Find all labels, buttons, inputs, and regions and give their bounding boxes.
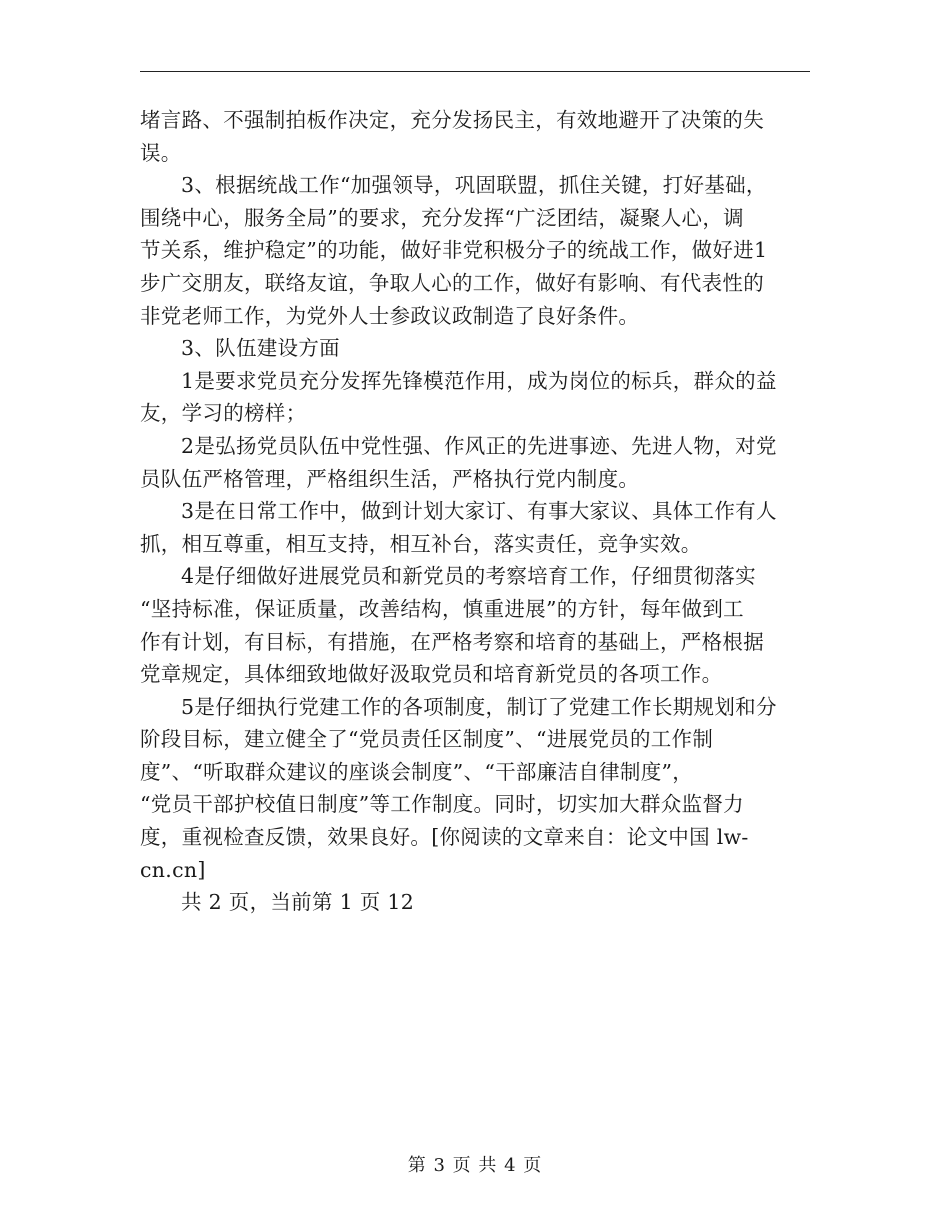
text-line: 度，重视检查反馈，效果良好。[你阅读的文章来自：论文中国 lw- [140, 825, 749, 850]
text-line: 友，学习的榜样； [140, 401, 307, 426]
text-line: 1是要求党员充分发挥先锋模范作用，成为岗位的标兵，群众的益 [181, 368, 777, 393]
text-line: “党员干部护校值日制度”等工作制度。同时，切实加大群众监督力 [140, 792, 744, 817]
text-line: 作有计划，有目标，有措施，在严格考察和培育的基础上，严格根据 [140, 629, 764, 654]
text-line: 员队伍严格管理，严格组织生活，严格执行党内制度。 [140, 466, 640, 491]
text-line: 4是仔细做好进展党员和新党员的考察培育工作，仔细贯彻落实 [181, 564, 756, 589]
text-line: 3是在日常工作中，做到计划大家订、有事大家议、具体工作有人 [181, 499, 777, 524]
text-line: 围绕中心，服务全局”的要求，充分发挥“广泛团结，凝聚人心，调 [140, 205, 744, 230]
text-line: 度”、“听取群众建议的座谈会制度”、“干部廉洁自律制度”， [140, 759, 694, 784]
pagination-note: 共 2 页，当前第 1 页 12 [181, 890, 415, 915]
text-line: 堵言路、不强制拍板作决定，充分发扬民主，有效地避开了决策的失 [140, 108, 764, 132]
section-heading: 3、队伍建设方面 [181, 336, 340, 361]
text-line: 3、根据统战工作“加强领导，巩固联盟，抓住关键，打好基础， [181, 173, 767, 198]
text-line: 2是弘扬党员队伍中党性强、作风正的先进事迹、先进人物，对党 [181, 433, 777, 458]
page-footer: 第 3 页 共 4 页 [407, 1155, 543, 1176]
text-line: 节关系，维护稳定”的功能，做好非党积极分子的统战工作，做好进1 [140, 238, 768, 263]
text-line: 阶段目标，建立健全了“党员责任区制度”、“进展党员的工作制 [140, 727, 714, 752]
document-body [140, 104, 810, 919]
text-line: 5是仔细执行党建工作的各项制度，制订了党建工作长期规划和分 [181, 694, 777, 719]
text-line: 党章规定，具体细致地做好汲取党员和培育新党员的各项工作。 [140, 662, 723, 687]
text-line: 步广交朋友，联络友谊，争取人心的工作，做好有影响、有代表性的 [140, 270, 764, 295]
text-line: “坚持标准，保证质量，改善结构，慎重进展”的方针，每年做到工 [140, 596, 744, 621]
text-line: cn.cn] [140, 857, 206, 882]
header-rule [140, 71, 810, 72]
text-line: 误。 [140, 140, 182, 165]
text-line: 非党老师工作，为党外人士参政议政制造了良好条件。 [140, 303, 640, 328]
text-line: 抓，相互尊重，相互支持，相互补台，落实责任，竞争实效。 [140, 531, 702, 556]
